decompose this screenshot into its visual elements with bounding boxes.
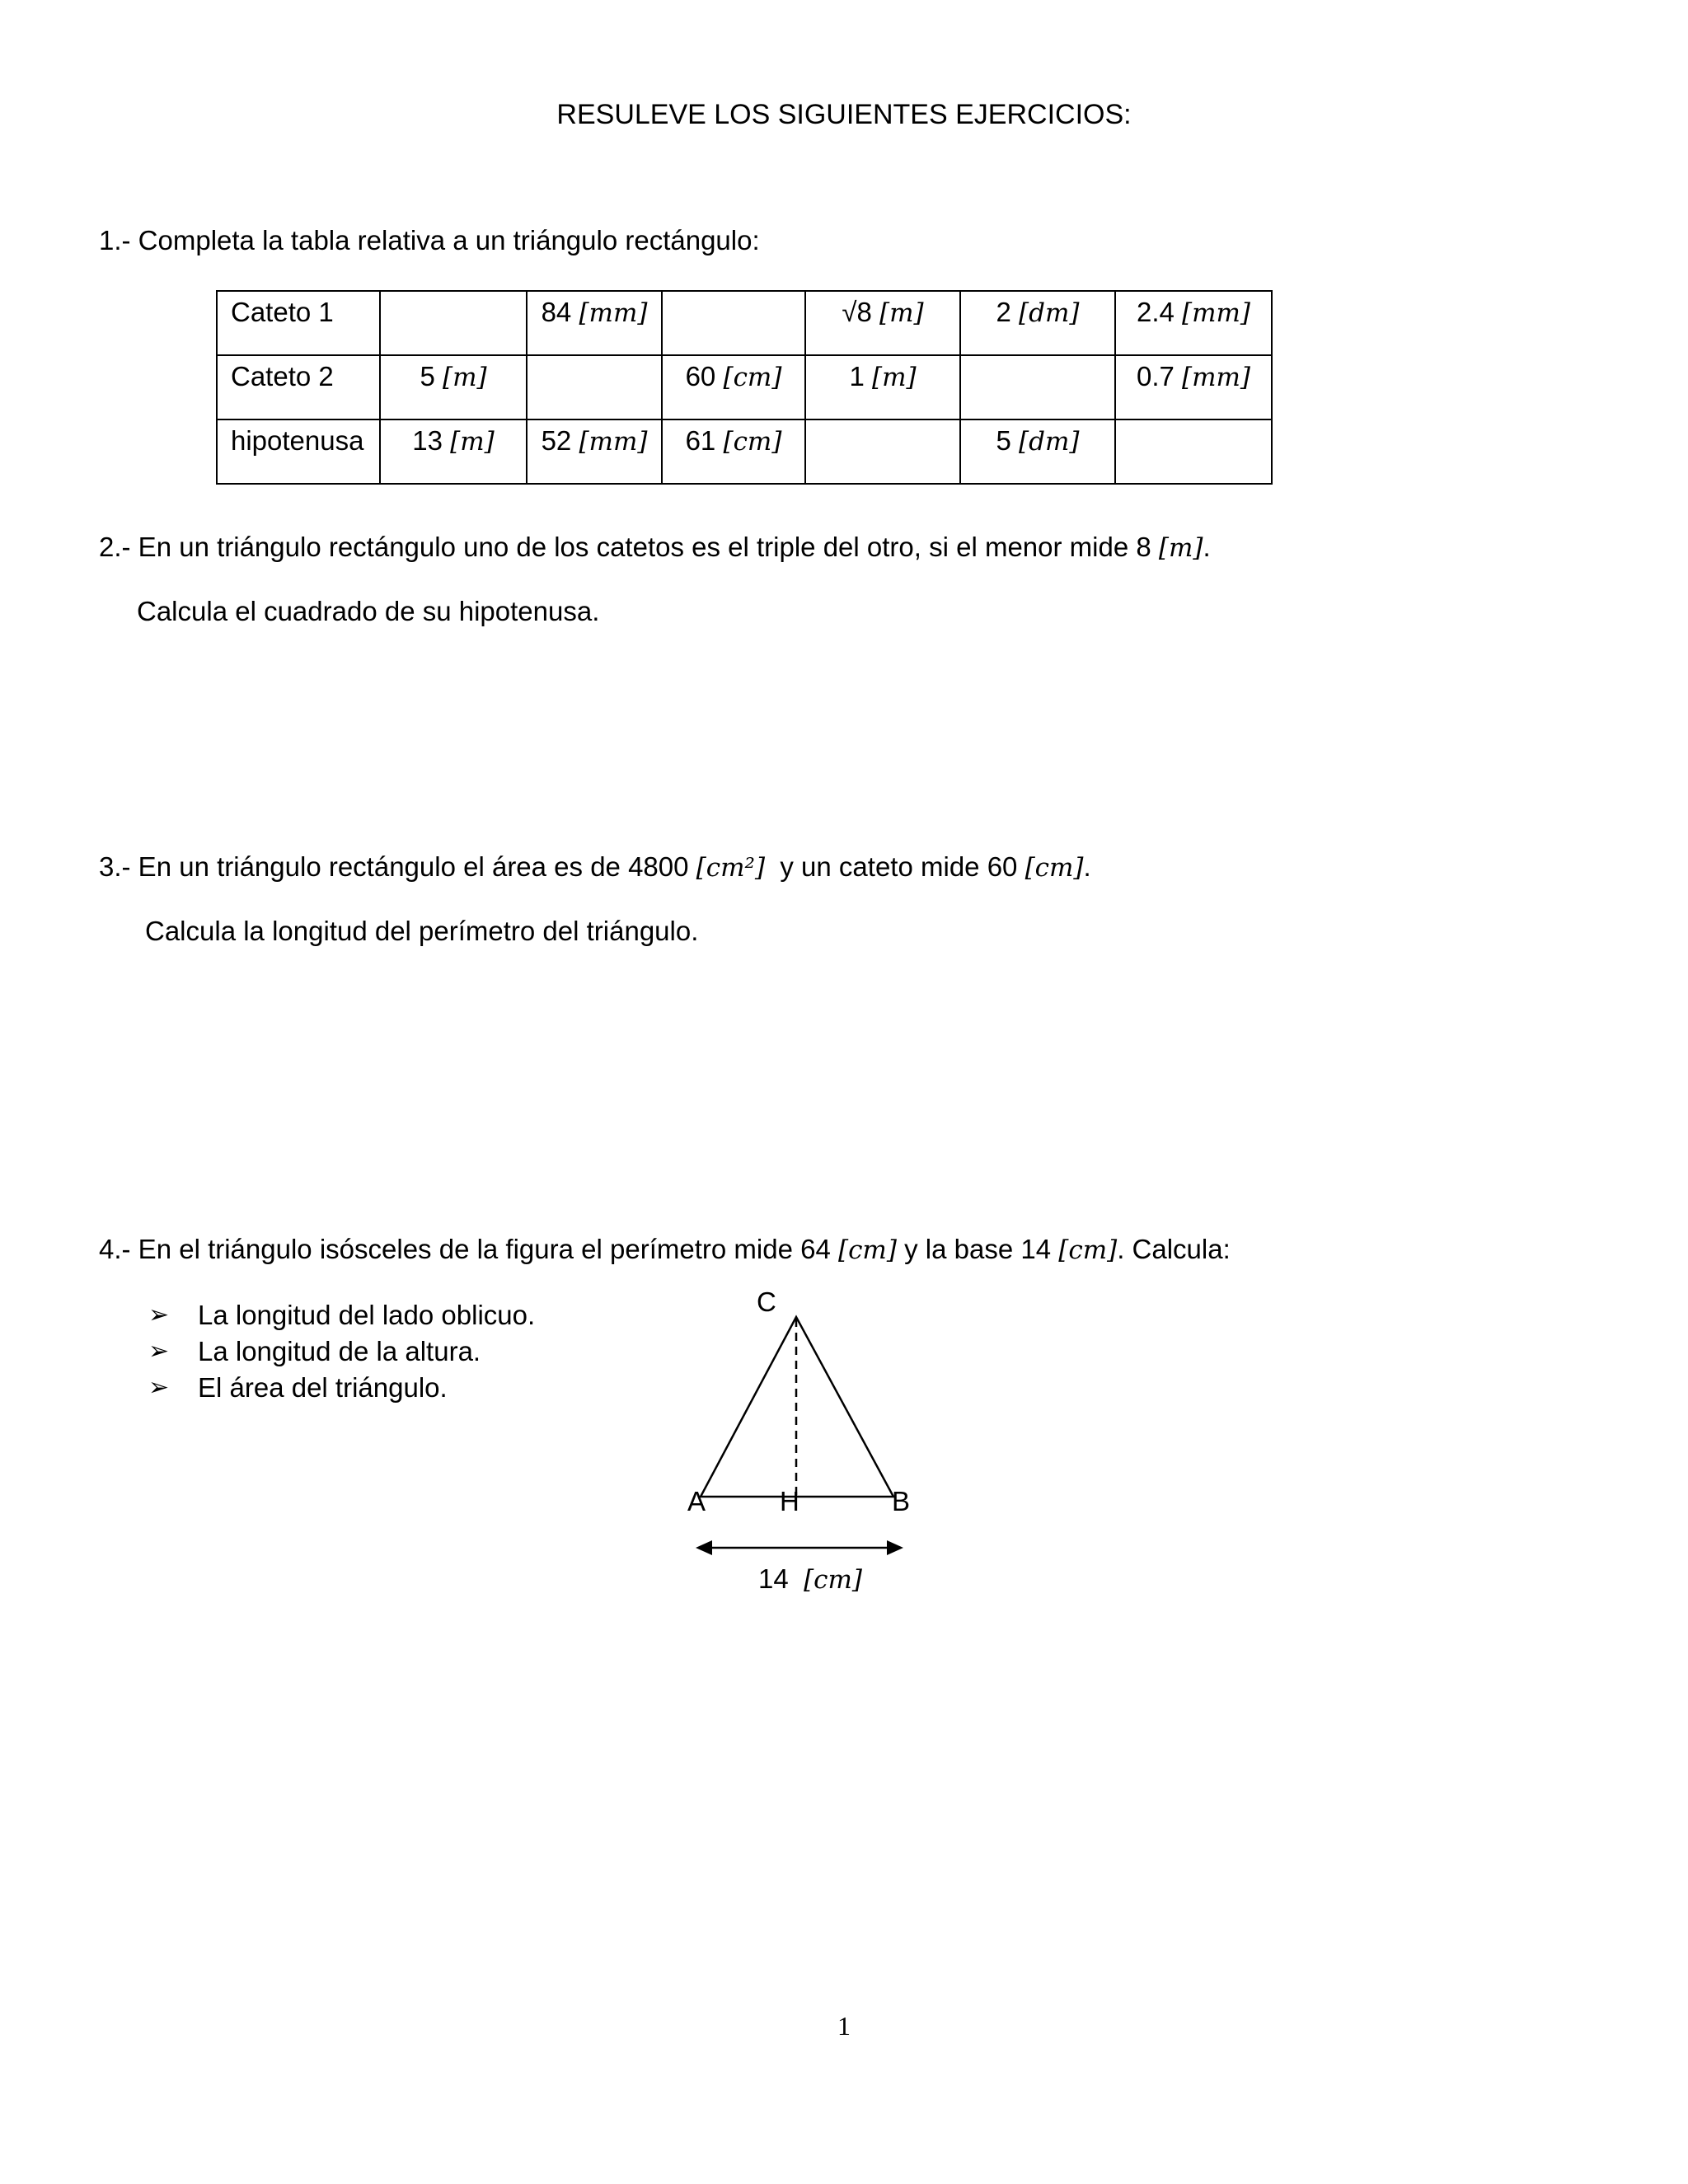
table-cell bbox=[805, 355, 960, 419]
arrowhead-bullet-icon: ➢ bbox=[148, 1338, 170, 1365]
table-row bbox=[217, 291, 1272, 355]
cell-unit: [dm] bbox=[1019, 298, 1080, 328]
exercise-4-line-1 bbox=[99, 1233, 1231, 1267]
cell-number: 52 bbox=[541, 425, 572, 456]
table-cell bbox=[527, 355, 662, 419]
cell-unit: [mm] bbox=[579, 298, 648, 328]
page-number: 1 bbox=[837, 2011, 851, 2041]
cell-number: 1 bbox=[849, 361, 865, 391]
table-row bbox=[217, 355, 1272, 419]
table-cell bbox=[527, 419, 662, 484]
exercise-3-line-1 bbox=[99, 851, 1091, 884]
cell-unit: [cm] bbox=[723, 427, 782, 457]
exercise-2-line-2: Calcula el cuadrado de su hipotenusa. bbox=[137, 596, 600, 626]
exercise-2-unit: [m] bbox=[1158, 533, 1203, 563]
table-cell bbox=[380, 355, 527, 419]
exercise-3-unit-2: [cm] bbox=[1025, 853, 1084, 883]
table-cell bbox=[1115, 355, 1272, 419]
exercise-3-text-b: y un cateto mide 60 bbox=[780, 851, 1018, 882]
worksheet-title: RESULEVE LOS SIGUIENTES EJERCICIOS: bbox=[556, 99, 1132, 130]
cell-unit: [m] bbox=[450, 427, 495, 457]
cell-number: 13 bbox=[412, 425, 443, 456]
cell-number: 5 bbox=[420, 361, 435, 391]
table-cell bbox=[960, 291, 1115, 355]
exercise-1-prompt: 1.- Completa la tabla relativa a un triángulo rectángulo: bbox=[99, 225, 760, 255]
table-cell bbox=[960, 355, 1115, 419]
exercise-4-unit-2: [cm] bbox=[1058, 1235, 1118, 1265]
cell-number: 2.4 bbox=[1136, 297, 1175, 327]
vertex-label-c: C bbox=[757, 1286, 776, 1317]
table-cell bbox=[662, 419, 805, 484]
dimension-arrow-left-icon bbox=[696, 1540, 712, 1555]
cell-number: 61 bbox=[685, 425, 716, 456]
table-cell bbox=[1115, 419, 1272, 484]
exercise-3-unit-1: [cm²] bbox=[696, 853, 766, 883]
cell-number: 5 bbox=[996, 425, 1011, 456]
base-length-unit: [cm] bbox=[804, 1565, 863, 1595]
row-header: Cateto 2 bbox=[217, 355, 380, 419]
exercise-3-period: . bbox=[1083, 851, 1091, 882]
cell-unit: [m] bbox=[879, 298, 924, 328]
table-cell bbox=[662, 355, 805, 419]
table-cell bbox=[805, 291, 960, 355]
exercise-4-unit-1: [cm] bbox=[837, 1235, 897, 1265]
table-cell bbox=[805, 419, 960, 484]
exercise-2-text: 2.- En un triángulo rectángulo uno de los catetos es el triple del otro, si el menor mide 8 bbox=[99, 532, 1151, 562]
table-cell bbox=[960, 419, 1115, 484]
base-length-number: 14 bbox=[758, 1563, 789, 1594]
exercise-4-text-b: y la base 14 bbox=[904, 1234, 1052, 1264]
table-cell bbox=[380, 291, 527, 355]
cell-unit: [mm] bbox=[1182, 298, 1251, 328]
cell-unit: [m] bbox=[442, 363, 487, 392]
cell-unit: [mm] bbox=[579, 427, 648, 457]
cell-unit: [cm] bbox=[723, 363, 782, 392]
row-header: Cateto 1 bbox=[217, 291, 380, 355]
exercise-4-text-a: 4.- En el triángulo isósceles de la figura el perímetro mide 64 bbox=[99, 1234, 831, 1264]
vertex-label-b: B bbox=[892, 1486, 911, 1516]
exercise-3-line-2: Calcula la longitud del perímetro del triángulo. bbox=[145, 916, 699, 946]
exercise-3-text-a: 3.- En un triángulo rectángulo el área es de 4800 bbox=[99, 851, 689, 882]
cell-unit: [dm] bbox=[1019, 427, 1080, 457]
exercise-2-period: . bbox=[1203, 532, 1211, 562]
arrowhead-bullet-icon: ➢ bbox=[148, 1301, 170, 1329]
base-length-label bbox=[758, 1563, 862, 1596]
table-cell bbox=[662, 291, 805, 355]
vertex-label-h: H bbox=[780, 1486, 799, 1516]
table-cell bbox=[527, 291, 662, 355]
right-triangle-table bbox=[216, 290, 1273, 485]
arrowhead-bullet-icon: ➢ bbox=[148, 1374, 170, 1401]
isosceles-triangle-figure bbox=[676, 1286, 940, 1599]
row-header: hipotenusa bbox=[217, 419, 380, 484]
exercise-4-tasks bbox=[148, 1297, 535, 1406]
table-cell bbox=[380, 419, 527, 484]
table-row bbox=[217, 419, 1272, 484]
cell-number: 2 bbox=[996, 297, 1011, 327]
table-cell bbox=[1115, 291, 1272, 355]
cell-unit: [mm] bbox=[1182, 363, 1251, 392]
list-item: ➢ El área del triángulo. bbox=[148, 1370, 535, 1406]
vertex-label-a: A bbox=[687, 1486, 706, 1516]
cell-number: √8 bbox=[842, 297, 872, 327]
list-item: ➢ La longitud del lado oblicuo. bbox=[148, 1297, 535, 1333]
cell-number: 0.7 bbox=[1136, 361, 1175, 391]
exercise-2-line-1 bbox=[99, 531, 1211, 565]
cell-number: 84 bbox=[541, 297, 572, 327]
exercise-4-text-end: . Calcula: bbox=[1117, 1234, 1231, 1264]
cell-number: 60 bbox=[685, 361, 716, 391]
dimension-arrow-right-icon bbox=[887, 1540, 903, 1555]
list-item: ➢ La longitud de la altura. bbox=[148, 1333, 535, 1370]
cell-unit: [m] bbox=[871, 363, 917, 392]
